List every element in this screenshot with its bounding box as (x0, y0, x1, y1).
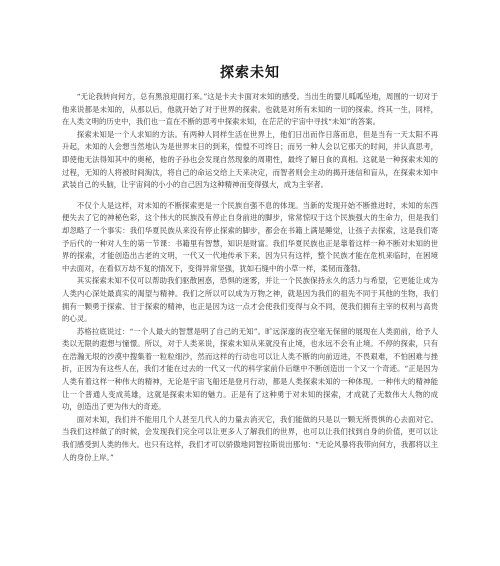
paragraph-6: 面对未知，我们并不能用几个人甚至几代人的力量去消灭它，我们能做的只是以一颗无所畏惧的心去面对它。当我们这样做了的时候，会发现我们完全可以让更多人了解我们的世界，也可以让我们找到自身的价值，更可以让我们感受到人类的伟大。也只有这样，我们才可以骄傲地同智拉斯说出那句：“无论风暴将我带向何方，我都将以主人的身份上岸。” (62, 414, 438, 462)
paragraph-gap (62, 192, 438, 200)
paragraph-1: “无论我转向何方，总有黑浪迎面打来。”这是卡夫卡面对未知的感受。当出生的婴儿呱呱坠地，周围的一切对于他来说都是未知的，从那以后，他就开始了对于世界的探索。也就是对所有未知的一切的探索。终其一生，同样，在人类文明的历史中，我们也一直在不断的思考中探索未知，在茫茫的宇宙中寻找“未知”的答案。 (62, 92, 438, 127)
paragraph-4: 其实探索未知不仅可以帮助我们驱散困惑，恐惧的迷雾，并让一个民族保持永久的活力与希望，它更能让成为人类内心深处最真实的渴望与精神。我们之所以可以成为万物之神，就是因为我们的祖先不同于其他的生物，我们拥有一颗勇于探索、甘于探索的精神，也正是因为这一点才会使我们变得与众不同，使我们拥有主宰的权利与高贵的心灵。 (62, 276, 438, 324)
document-title: 探索未知 (220, 65, 280, 81)
paragraph-2: 探索未知是一个人求知的方法。有两种人同样生活在世界上，他们日出而作日落而息，但是当有一天太阳不再升起，未知的人会想当然地认为是世界末日的到来，惶惶不可终日；而另一种人会以它那天的时间，并认真思考，即使他无法得知其中的奥秘，他的子孙也会发现自然现象的周期性，最终了解日食的真相。这就是一种探索未知的过程，无知的人将被时间淘汰，将自己的命运交给上天来决定，而智者则会主动的揭开迷信和盲从，在探索未知中武装自己的头脑，让宇宙间的小小的自己因为这种精神而变得强大，成为主宰者。 (62, 129, 438, 190)
paragraph-5: 苏格拉底说过：“一个人最大的智慧是明了自己的无知”。旷远深邃的夜空毫无保留的展现在人类面前，给予人类以无限的遐想与憧憬。所以，对于人类来说，探索未知从来就没有止境，也永远不会有止境。不停的探索，只有在浩瀚无垠的沙漠中搜集着一粒粒细沙，然而这样的行动也可以让人类不断的向前迈进，不畏艰难，不怕困难与挫折，正因为有这些人在，我们才能在过去的一代又一代的科学家前仆后继中不断创造出一个又一个奇迹。“正是因为人类有着这样一种伟大的精神，无论是宇宙飞船还是登月行动，都是人类探索未知的一种体现。一种伟大的精神能让一个普通人变成英雄，这就是探索未知的魅力。正是有了这种勇于对未知的探索，才成就了无数伟大人物的成功，创造出了更为伟大的奇迹。 (62, 326, 438, 412)
paragraph-3: 不仅个人是这样，对未知的不断探索更是一个民族自强不息的体现。当新的发现开始不断推进时，未知的东西便失去了它的神秘色彩，这个伟大的民族没有停止自身前进的脚步，常常惊叹于这个民族强大的生命力，但是我们却忽略了一个事实：我们华夏民族从来没有停止探索的脚步，都会在书籍上满是睡觉，让孩子去探索，这是我们寄予后代的一种对人生的第一节课：书籍里有智慧，知识是财富。我们华夏民族也正是靠着这样一种不断对未知的世界的探索，才能创造出古老的文明，一代又一代地传承下来。因为只有这样，整个民族才能在危机来临时，在困境中去面对，在看似万劫不复的情况下，变得异常坚强，犹如石缝中的小草一样，柔韧而蓬勃。 (62, 200, 438, 273)
